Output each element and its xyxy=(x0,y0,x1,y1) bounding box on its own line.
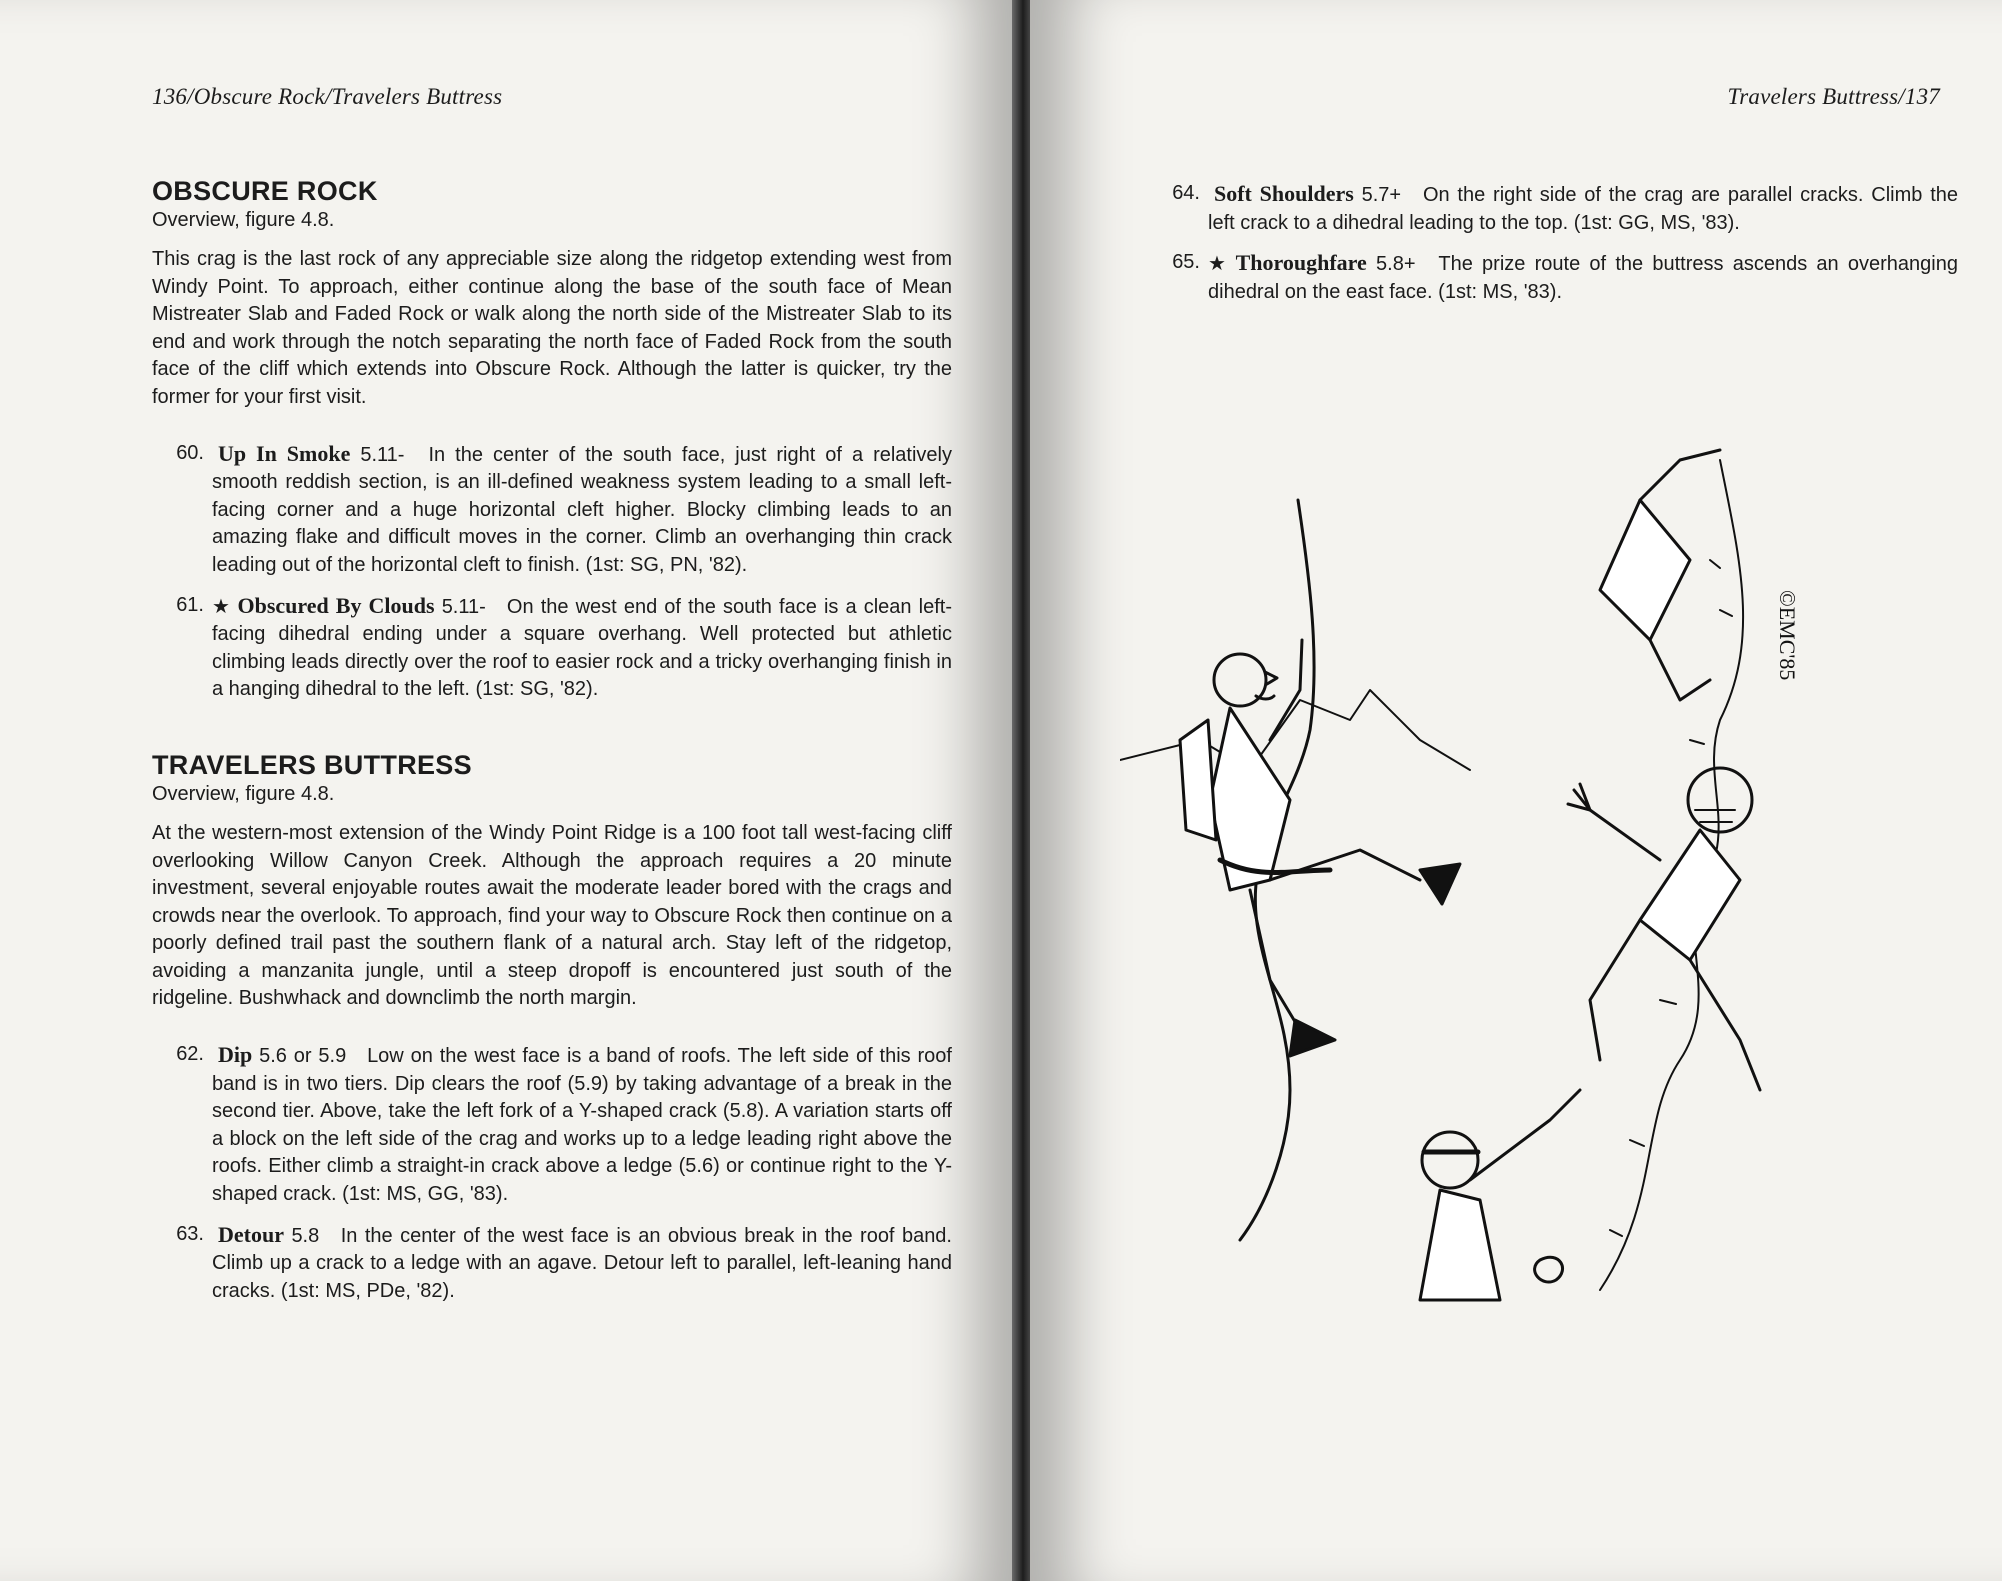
route-name: Up In Smoke xyxy=(218,440,351,466)
route-grade: 5.8+ xyxy=(1376,253,1416,276)
route-description: On the right side of the crag are parallel cracks. Climb the left crack to a dihedral leading to the top. (1st: GG, MS, '83). xyxy=(1208,184,1959,234)
route-grade: 5.7+ xyxy=(1361,184,1402,206)
route-number: 64. xyxy=(1172,182,1200,204)
upper-climber-leg xyxy=(1650,640,1710,700)
star-icon: ★ xyxy=(212,595,232,618)
climbers-illustration xyxy=(1120,440,1910,1320)
climber-shoe xyxy=(1290,1020,1335,1056)
climber-leg xyxy=(1270,850,1420,880)
travelers-buttress-overview: Overview, figure 4.8. xyxy=(152,782,335,805)
second-climber-leg xyxy=(1690,960,1760,1090)
route-description: On the west end of the south face is a clean left-facing dihedral ending under a square overhang. Well protected but athletic climbing leads directly over the roof to easier rock and a tricky overhanging finish in a hanging dihedral to the left. (1st: SG, '82). xyxy=(212,595,952,701)
route-64 xyxy=(1148,180,1958,237)
route-62 xyxy=(152,1041,952,1209)
climber-arm xyxy=(1270,640,1302,740)
left-column xyxy=(152,176,952,1317)
route-name: Soft Shoulders xyxy=(1214,181,1354,206)
obscure-rock-overview: Overview, figure 4.8. xyxy=(152,209,335,231)
route-grade: 5.11- xyxy=(441,595,486,618)
route-65 xyxy=(1148,249,1958,306)
right-running-head: Travelers Buttress/137 xyxy=(1727,84,1940,109)
route-description: In the center of the south face, just right of a relatively smooth reddish section, is an ill-defined weakness system leading to a small left-facing corner and a huge horizontal cleft higher. Blocky climbing leads to an amazing flake and difficult moves in the corner. Climb an overhanging thin crack leading out of the horizontal cleft to finish. (1st: SG, PN, '82). xyxy=(212,443,952,576)
third-climber-body xyxy=(1420,1190,1500,1300)
route-description: Low on the west face is a band of roofs. The left side of this roof band is in two tiers. Dip clears the roof (5.9) by taking advantage of a break in the second tier. Above, take the left fork of a Y-shaped crack (5.8). A variation starts off a block on the left side of the crag and works up to a ledge leading right above the roofs. Either climb a straight-in crack above a ledge (5.6) or continue right to the Y-shaped crack. (1st: MS, GG, '83). xyxy=(212,1045,952,1206)
route-number: 62. xyxy=(176,1043,204,1066)
second-climber-leg xyxy=(1590,920,1640,1060)
carabiner-icon xyxy=(1535,1257,1563,1282)
route-name: Detour xyxy=(218,1221,284,1247)
route-number: 60. xyxy=(176,441,204,464)
route-number: 61. xyxy=(176,593,204,616)
obscure-rock-description: This crag is the last rock of any appreciable size along the ridgetop extending west from Windy Point. To approach, either continue along the base of the south face of Mean Mistreater Slab and Faded Rock or walk along the north side of the Mistreater Slab to its end and work through the notch separating the north face of Faded Rock from the south face of the cliff which extends into Obscure Rock. Although the latter is quicker, try the former for your first visit. xyxy=(152,248,952,408)
third-climber-arm xyxy=(1470,1090,1580,1180)
route-grade: 5.6 or 5.9 xyxy=(259,1045,347,1068)
route-61 xyxy=(152,592,952,704)
section-spacer xyxy=(152,716,952,750)
travelers-buttress-description: At the western-most extension of the Windy Point Ridge is a 100 foot tall west-facing cliff overlooking Willow Canyon Creek. Although the approach requires a 20 minute investment, several enjoyable routes await the moderate leader bored with the crags and crowds near the overlook. To approach, find your way to Obscure Rock then continue on a poorly defined trail past the southern flank of a natural arch. Stay left of the ridgetop, avoiding a manzanita jungle, until a steep dropoff is encountered just south of the ridgeline. Bushwhack and downclimb the north margin. xyxy=(152,821,952,1010)
second-climber-body xyxy=(1640,830,1740,960)
second-climber-face xyxy=(1695,810,1735,822)
right-column xyxy=(1148,180,1958,318)
route-name: Dip xyxy=(218,1042,253,1068)
climber-pack xyxy=(1180,720,1216,840)
route-description: The prize route of the buttress ascends an overhanging dihedral on the east face. (1st: MS, '83). xyxy=(1208,253,1958,303)
route-63 xyxy=(152,1221,952,1306)
route-60 xyxy=(152,440,952,580)
mountain-ridge xyxy=(1120,690,1470,770)
climber-shoe xyxy=(1420,864,1460,904)
route-grade: 5.8 xyxy=(291,1224,320,1247)
route-description: In the center of the west face is an obvious break in the roof band. Climb up a crack to a ledge with an agave. Detour left to parallel, left-leaning hand cracks. (1st: MS, PDe, '82). xyxy=(212,1224,952,1302)
upper-climber-body xyxy=(1600,500,1690,640)
star-icon: ★ xyxy=(1208,253,1230,276)
obscure-rock-title: OBSCURE ROCK xyxy=(152,176,378,206)
route-name: Obscured By Clouds xyxy=(237,592,435,618)
artist-signature: ©EMC'85 xyxy=(1775,590,1800,681)
upper-climber-arm xyxy=(1640,450,1720,500)
route-name: Thoroughfare xyxy=(1235,250,1367,276)
route-number: 63. xyxy=(176,1222,204,1245)
travelers-buttress-title: TRAVELERS BUTTRESS xyxy=(152,749,472,780)
left-running-head: 136/Obscure Rock/Travelers Buttress xyxy=(152,84,503,109)
second-climber-hand xyxy=(1568,784,1590,810)
second-climber-arm xyxy=(1590,810,1660,860)
route-grade: 5.11- xyxy=(360,443,405,466)
climber-leg xyxy=(1250,890,1300,1030)
route-number: 65. xyxy=(1172,251,1200,274)
